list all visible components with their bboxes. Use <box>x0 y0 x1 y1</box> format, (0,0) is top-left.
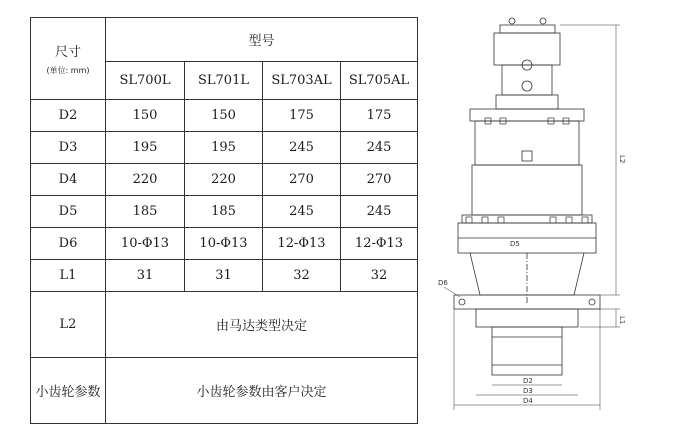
unit-note: (单位: mm) <box>46 66 90 75</box>
cell-value: 245 <box>341 132 418 164</box>
table-row <box>31 292 418 358</box>
row-label: L1 <box>31 260 106 292</box>
cell-value: 195 <box>106 132 185 164</box>
cell-value: 185 <box>106 196 185 228</box>
cell-value: 32 <box>341 260 418 292</box>
row-label: D2 <box>31 100 106 132</box>
cell-value: 150 <box>185 100 263 132</box>
row-label: 小齿轮参数 <box>31 358 106 424</box>
spec-table <box>30 17 418 424</box>
dim-label-l1: L1 <box>618 316 626 325</box>
cell-value: 270 <box>341 164 418 196</box>
table-row <box>31 260 418 292</box>
gearbox-drawing <box>430 5 665 423</box>
size-header-cell <box>31 18 106 100</box>
model-name: SL701L <box>185 62 263 100</box>
dim-label-l2: L2 <box>618 155 626 164</box>
size-header: 尺寸 <box>54 45 81 60</box>
cell-value: 220 <box>185 164 263 196</box>
model-name: SL705AL <box>341 62 418 100</box>
cell-value: 245 <box>263 132 341 164</box>
table-row <box>31 100 418 132</box>
cell-value: 10-Φ13 <box>106 228 185 260</box>
cell-value: 245 <box>263 196 341 228</box>
table-row <box>31 358 418 424</box>
l2-value: 由马达类型决定 <box>106 292 418 358</box>
pinion-value: 小齿轮参数由客户决定 <box>106 358 418 424</box>
cell-value: 270 <box>263 164 341 196</box>
cell-value: 150 <box>106 100 185 132</box>
cell-value: 12-Φ13 <box>341 228 418 260</box>
cell-value: 12-Φ13 <box>263 228 341 260</box>
row-label: D5 <box>31 196 106 228</box>
cell-value: 175 <box>263 100 341 132</box>
table-row <box>31 196 418 228</box>
row-label: D6 <box>31 228 106 260</box>
cell-value: 245 <box>341 196 418 228</box>
cell-value: 31 <box>185 260 263 292</box>
table-row <box>31 228 418 260</box>
row-label: D3 <box>31 132 106 164</box>
cell-value: 195 <box>185 132 263 164</box>
row-label: L2 <box>31 292 106 358</box>
dim-label-d2: D2 <box>523 377 533 385</box>
dim-label-d5: D5 <box>510 240 520 248</box>
cell-value: 32 <box>263 260 341 292</box>
dim-label-d4: D4 <box>523 397 533 405</box>
table-row <box>31 164 418 196</box>
cell-value: 220 <box>106 164 185 196</box>
cell-value: 185 <box>185 196 263 228</box>
model-name: SL703AL <box>263 62 341 100</box>
dim-label-d3: D3 <box>523 387 533 395</box>
row-label: D4 <box>31 164 106 196</box>
cell-value: 31 <box>106 260 185 292</box>
table-row <box>31 132 418 164</box>
model-name: SL700L <box>106 62 185 100</box>
cell-value: 175 <box>341 100 418 132</box>
cell-value: 10-Φ13 <box>185 228 263 260</box>
dim-label-d6: D6 <box>438 279 448 287</box>
model-header: 型号 <box>106 18 418 62</box>
